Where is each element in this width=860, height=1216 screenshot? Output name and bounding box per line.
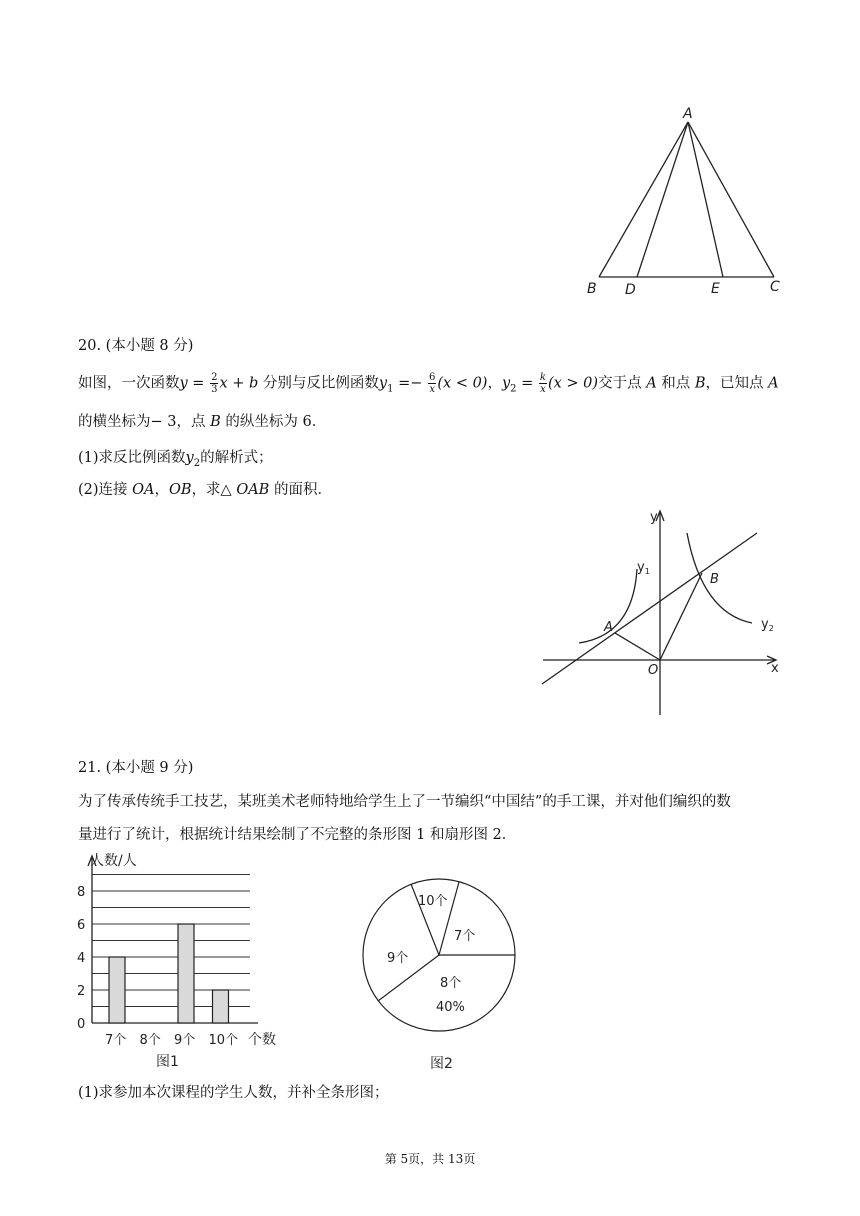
q21-subquestion-1: (1)求参加本次课程的学生人数，并补全条形图； xyxy=(78,1085,389,1101)
q20-paragraph-line2: 的横坐标为− 3，点 B 的纵坐标为 6． xyxy=(78,414,327,430)
bar-xtick-label: 10个 xyxy=(208,1033,239,1048)
point-b-label: B xyxy=(710,572,719,587)
curve-y2-label: $y_2$ xyxy=(761,617,774,633)
pie-chart-figure2 xyxy=(362,875,522,1075)
bar-x-axis-label: 个数 xyxy=(248,1032,276,1048)
bar-chart-title: 图1 xyxy=(156,1054,179,1070)
q20-header: 20. (本小题 8 分) xyxy=(78,338,194,354)
curve-y1-label: $y_1$ xyxy=(637,560,650,576)
y-axis-label: y xyxy=(650,510,658,525)
vertex-label-b: B xyxy=(587,281,597,297)
point-a-label: A xyxy=(604,620,613,635)
bar-7个 xyxy=(109,957,125,1023)
bar-ytick-label: 0 xyxy=(77,1017,86,1032)
vertex-label-e: E xyxy=(711,281,720,297)
fraction-2-3: $\frac{2}{3}$ xyxy=(211,372,218,395)
pie-label-8-percent: 40% xyxy=(436,1000,465,1015)
pie-chart-title: 图2 xyxy=(430,1056,453,1072)
pie-label-9: 9个 xyxy=(387,951,409,966)
origin-label: O xyxy=(648,663,659,678)
bar-xtick-label: 9个 xyxy=(174,1033,196,1048)
vertex-label-a: A xyxy=(683,106,693,122)
bar-xtick-label: 8个 xyxy=(139,1033,161,1048)
bar-9个 xyxy=(178,924,194,1023)
curve-y2 xyxy=(687,533,752,623)
q20-subquestion-2: (2)连接 OA，OB，求△ OAB 的面积． xyxy=(78,482,332,498)
q20-paragraph-line1: 如图，一次函数y = $\frac{2}{3}$ x + b 分别与反比例函数$y_1$ =− $\frac{6}{x}$ (x < 0)，$y_2$ = $\frac{k}{x}$ (x > 0)交于点 A 和点 B，已知点 A xyxy=(78,372,779,395)
bar-ytick-label: 4 xyxy=(77,951,86,966)
q21-paragraph-line1: 为了传承传统手工技艺，某班美术老师特地给学生上了一节编织“中国结”的手工课，并对他们编织的数 xyxy=(78,794,731,810)
bar-xtick-label: 7个 xyxy=(105,1033,127,1048)
pie-label-7: 7个 xyxy=(454,929,476,944)
bar-ytick-label: 6 xyxy=(77,918,86,933)
q20-subquestion-1: (1)求反比例函数$y_2$的解析式； xyxy=(78,450,273,469)
fraction-6-x: $\frac{6}{x}$ xyxy=(429,372,436,395)
function-graph xyxy=(535,505,785,720)
vertex-label-c: C xyxy=(770,279,780,295)
bar-chart-figure1 xyxy=(68,848,298,1073)
vertex-label-d: D xyxy=(625,282,636,298)
page-footer: 第 5页，共 13页 xyxy=(384,1152,476,1166)
segment-oa xyxy=(615,633,660,660)
pie-label-10: 10个 xyxy=(418,894,448,909)
pie-divider-2 xyxy=(439,882,459,955)
pie-label-8: 8个 xyxy=(440,976,462,991)
fraction-k-x: $\frac{k}{x}$ xyxy=(539,372,546,395)
triangle-figure xyxy=(580,102,790,302)
bar-ytick-label: 8 xyxy=(77,885,86,900)
x-axis-label: x xyxy=(771,661,779,676)
linear-function-line xyxy=(542,533,757,684)
bar-ytick-label: 2 xyxy=(77,984,86,999)
q21-paragraph-line2: 量进行了统计，根据统计结果绘制了不完整的条形图 1 和扇形图 2． xyxy=(78,827,517,843)
bar-10个 xyxy=(213,990,229,1023)
q21-header: 21. (本小题 9 分) xyxy=(78,760,194,776)
bar-y-axis-label: 人数/人 xyxy=(90,853,137,869)
